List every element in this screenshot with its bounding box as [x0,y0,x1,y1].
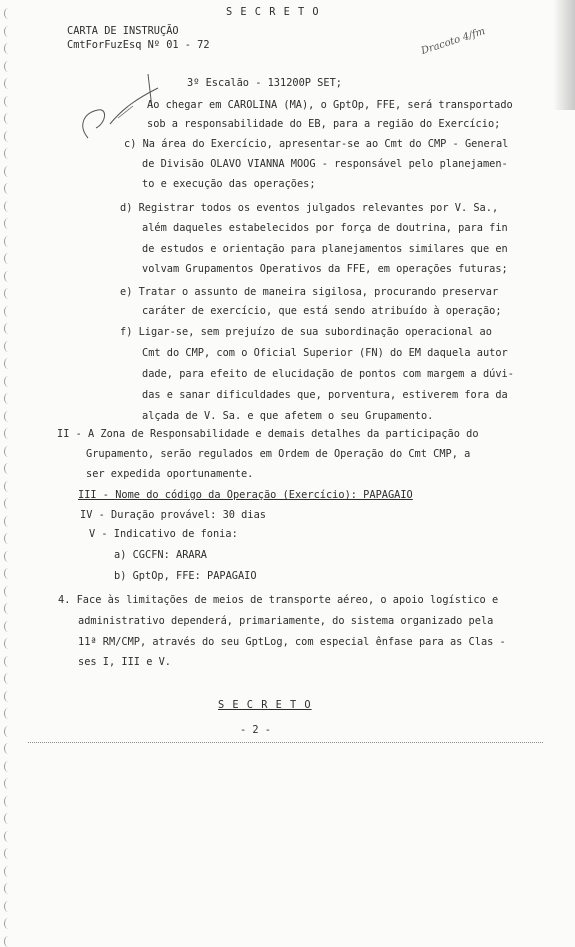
document-reference: CmtForFuzEsq Nº 01 - 72 [67,39,210,51]
handwritten-annotation: Dracoto 4/fm [419,25,487,58]
item-d-line-2: além daqueles estabelecidos por força de doutrina, para fin [142,222,508,234]
item-f-line-5: alçada de V. Sa. e que afetem o seu Grupamento. [142,410,434,422]
item-e-line-1: e) Tratar o assunto de maneira sigilosa, procurando preservar [120,286,499,298]
binder-hole [4,481,12,492]
binder-hole [4,918,12,929]
binder-hole [4,113,12,124]
binder-hole [4,743,12,754]
binder-hole [4,533,12,544]
binder-hole [4,883,12,894]
binder-hole [4,901,12,912]
binder-hole [4,761,12,772]
item-d-line-3: de estudos e orientação para planejamentos similares que en [142,243,508,255]
binder-hole [4,586,12,597]
binder-hole [4,341,12,352]
item-d-line-4: volvam Grupamentos Operativos da FFE, em operações futuras; [142,263,508,275]
item-e-line-2: caráter de exercício, que está sendo atribuído à operação; [142,305,502,317]
item-c-line-2: de Divisão OLAVO VIANNA MOOG - responsável pelo planejamen- [142,158,508,170]
binder-hole [4,551,12,562]
item-f-line-1: f) Ligar-se, sem prejuízo de sua subordinação operacional ao [120,326,492,338]
binder-hole [4,638,12,649]
binder-hole [4,866,12,877]
binder-hole [4,78,12,89]
binder-hole [4,411,12,422]
binder-hole [4,376,12,387]
page-number: - 2 - [240,724,271,736]
binder-hole [4,726,12,737]
binder-hole [4,603,12,614]
fonia-item-b: b) GptOp, FFE: PAPAGAIO [114,570,257,582]
echelon-line: 3º Escalão - 131200P SET; [187,77,342,89]
binder-hole [4,253,12,264]
binder-hole [4,516,12,527]
binder-hole [4,446,12,457]
section-iii: III - Nome do código da Operação (Exercício): PAPAGAIO [78,489,413,501]
binder-hole [4,568,12,579]
binder-hole [4,148,12,159]
section-4-line-1: 4. Face às limitações de meios de transporte aéreo, o apoio logístico e [58,594,499,606]
item-d-line-1: d) Registrar todos os eventos julgados relevantes por V. Sa., [120,202,499,214]
binder-hole [4,43,12,54]
binder-hole [4,288,12,299]
section-v: V - Indicativo de fonia: [89,528,238,540]
binder-hole [4,831,12,842]
section-4-line-3: 11ª RM/CMP, através do seu GptLog, com especial ênfase para as Clas - [78,636,506,648]
binder-hole [4,673,12,684]
scan-shadow [553,0,575,110]
binder-hole [4,708,12,719]
binder-hole [4,936,12,947]
binder-hole [4,26,12,37]
fonia-item-a: a) CGCFN: ARARA [114,549,207,561]
binder-hole [4,183,12,194]
section-4-line-4: ses I, III e V. [78,656,171,668]
binder-hole [4,656,12,667]
footer-classification: S E C R E T O [218,699,312,711]
section-ii-line-3: ser expedida oportunamente. [86,468,254,480]
binder-hole [4,428,12,439]
binder-hole [4,323,12,334]
item-c-line-3: to e execução das operações; [142,178,316,190]
binder-hole [4,201,12,212]
binder-hole [4,691,12,702]
binder-hole [4,166,12,177]
top-classification: S E C R E T O [226,6,320,18]
section-iv: IV - Duração provável: 30 dias [80,509,266,521]
section-ii-line-2: Grupamento, serão regulados em Ordem de Operação do Cmt CMP, a [86,448,471,460]
item-c-line-1: c) Na área do Exercício, apresentar-se ao Cmt do CMP - General [124,138,509,150]
binder-hole [4,848,12,859]
bottom-dotted-rule [28,742,543,743]
binder-hole [4,271,12,282]
binder-hole-strip [0,0,14,947]
binder-hole [4,813,12,824]
binder-hole [4,218,12,229]
binder-hole [4,796,12,807]
binder-hole [4,463,12,474]
item-f-line-3: dade, para efeito de elucidação de pontos com margem a dúvi- [142,368,514,380]
item-f-line-4: das e sanar dificuldades que, porventura, estiverem fora da [142,389,508,401]
binder-hole [4,358,12,369]
binder-hole [4,498,12,509]
section-ii-line-1: II - A Zona de Responsabilidade e demais detalhes da participação do [57,428,479,440]
document-title: CARTA DE INSTRUÇÃO [67,25,179,37]
binder-hole [4,61,12,72]
binder-hole [4,778,12,789]
binder-hole [4,621,12,632]
binder-hole [4,236,12,247]
binder-hole [4,8,12,19]
binder-hole [4,393,12,404]
item-b-line-1: Ao chegar em CAROLINA (MA), o GptOp, FFE, será transportado [147,99,513,111]
section-4-line-2: administrativo dependerá, primariamente, do sistema organizado pela [78,615,494,627]
item-f-line-2: Cmt do CMP, com o Oficial Superior (FN) do EM daquela autor [142,347,508,359]
binder-hole [4,131,12,142]
binder-hole [4,96,12,107]
binder-hole [4,306,12,317]
item-b-line-2: sob a responsabilidade do EB, para a região do Exercício; [147,118,501,130]
